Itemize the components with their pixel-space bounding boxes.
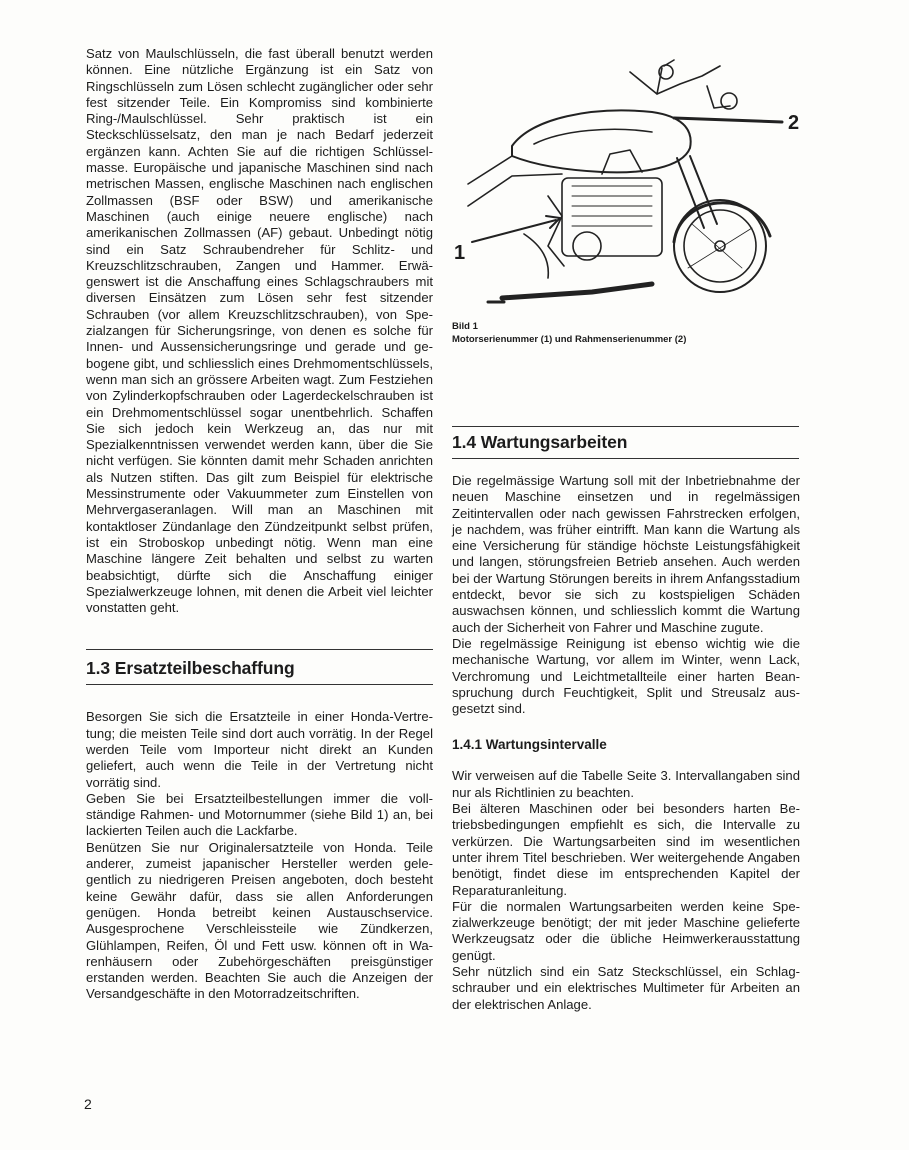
leader-line-1 [472, 220, 556, 242]
leader-line-2 [674, 118, 782, 122]
section-divider [452, 426, 799, 427]
front-fork [677, 158, 704, 228]
section-1-4-body [452, 473, 800, 717]
figure-motorcycle [452, 46, 800, 316]
paragraph: Sehr nützlich sind ein Satz Steckschlüssel, ein Schlagschrauber und ein elektrisches Multimeter für Arbeiten an der elektrischen Anlage. [452, 964, 800, 1012]
section-1-3-body [86, 709, 433, 1002]
cylinder-fins [572, 186, 652, 226]
page-number: 2 [84, 1096, 92, 1112]
fork-clamp [707, 86, 730, 108]
caption-text: Motorserienummer (1) und Rahmenserienummer (2) [452, 334, 687, 345]
frame-tube [468, 156, 562, 206]
subsection-1-4-1-body [452, 768, 800, 1012]
footrest-bracket [524, 234, 548, 278]
section-underline [452, 458, 799, 459]
paragraph: Die regelmässige Wartung soll mit der Inbetriebnahme der neuen Maschine einsetzen und in regelmässigen Zeitintervallen oder nach gewissen Fahrstrecken erfolgen, je nachdem, was früher eintrifft. Man kann die Wartung als eine Versicherung für ständige höchste Leistungsfähigkeit und langen, störungsfreien Betrieb ansehen. Auch werden bei der Wartung Störungen bereits in ihrem Anfangsstadium entdeckt, bevor sie sich zu kostspieligen Schäden auswachsen können, und schliesslich kommt die Wartung auch der Sicherheit von Fahrer und Maschine zugute. [452, 473, 800, 635]
paragraph: Benützen Sie nur Originalersatzteile von Honda. Teile anderer, zumeist japanischer Hersteller werden gelegentlich zu niedrigeren Preisen angeboten, doch besteht keine Gewähr dafür, dass sie allen Anforderungen genügen. Honda betreibt keinen Austauschservice. Ausgesprochene Verschleissteile wie Zündkerzen, Glühlampen, Reifen, Öl und Fett usw. können oft in Warenhäusern oder Zubehörgeschäften preisgünstiger erstanden werden. Beachten Sie auch die Anzeigen der Versandgeschäfte in den Motorradzeitschriften. [86, 839, 433, 1002]
tank-stripe [534, 129, 652, 144]
motorcycle-illustration [452, 46, 800, 316]
section-underline [86, 684, 433, 685]
callout-label-2: 2 [788, 112, 800, 134]
intro-paragraph: Satz von Maulschlüsseln, die fast überall benutzt werden können. Eine nützliche Ergänzung ist ein Satz von Ringschlüsseln zum Lösen schlecht zugänglicher oder sehr fest sitzender Teile. Ein Kompromiss sind kombinierte Ring-/Maulschlüssel. Sehr praktisch ist ein Steckschlüsselsatz, den man je nach Bedarf jederzeit ergänzen kann. Achten Sie auf die richtigen Schlüsselmasse. Europäische und japanische Maschinen sind nach metrischen Massen, englische Maschinen nach englischen Zollmassen (BSF oder BSW) und amerikanische Maschinen (auch einige neuere englische) nach amerikanischen Zollmassen (AF) gebaut. Unbedingt nötig sind ein Satz Schraubendreher für Schlitz- und Kreuzschlitzschrauben, Zangen und Hammer. Erwägenswert ist die Anschaffung eines Schlagschraubers mit diversen Einsätzen zum Lösen sehr fest sitzender Schrauben (vor allem Kreuzschlitzschrauben), von Spezialzangen für Sicherungsringe, von denen es solche für Innen- und Aussensicherungsringe und gerade und gebogene gibt, und schliesslich eines Drehmomentschlüssels, wenn man sich an grössere Arbeiten wagt. Zum Festziehen von Zylinderkopfschrauben oder Lagerdeckelschrauben ist ein Drehmomentschlüssel sogar unentbehrlich. Schaffen Sie sich jedoch kein Werkzeug an, das nur mit Spezialkenntnissen verwendet werden kann, über die Sie nicht verfügen. Sie könnten damit mehr Schaden anrichten als Nutzen stiften. Das gilt zum Beispiel für elektrische Messinstrumente oder Vakuummeter zum Einstellen von Mehrvergaseranlagen. Will man an Maschinen mit kontaktloser Zündanlage den Zündzeitpunkt selbst prüfen, ist ein Stroboskop unbedingt nötig. Wenn man eine Maschine längere Zeit behalten und selbst zu warten beabsichtigt, dürfte sich die Anschaffung einiger Spezialwerkzeuge lohnen, mit denen die Arbeit viel leichter vonstatten geht. [86, 46, 433, 616]
section-divider [86, 649, 433, 650]
subsection-title-1-4-1: 1.4.1 Wartungsintervalle [452, 737, 607, 753]
paragraph: Besorgen Sie sich die Ersatzteile in einer Honda-Vertretung; die meisten Teile sind dort auch vorrätig. In der Regel werden Teile vom Importeur nicht direkt an Kunden geliefert, auch wenn die Teile in der Vertretung nicht vorrätig sind. [86, 709, 433, 790]
caption-label: Bild 1 [452, 321, 478, 332]
exhaust-pipe [502, 284, 652, 298]
paragraph: Bei älteren Maschinen oder bei besonders harten Betriebsbedingungen empfiehlt es sich, die Intervalle zu verkürzen. Die Wartungsarbeiten sind im wesentlichen unter ihrem Titel beschrieben. Wer weitergehende Angaben benötigt, findet diese im entsprechenden Kapitel der Reparaturanleitung. [452, 801, 800, 898]
paragraph: Geben Sie bei Ersatzteilbestellungen immer die vollständige Rahmen- und Motornummer (siehe Bild 1) an, bei lackierten Teilen auch die Lackfarbe. [86, 790, 433, 839]
front-fender [674, 203, 770, 242]
section-title-1-4: 1.4 Wartungsarbeiten [452, 432, 628, 452]
paragraph: Wir verweisen auf die Tabelle Seite 3. Intervallangaben sind nur als Richtlinien zu beachten. [452, 768, 800, 800]
figure-caption [452, 320, 800, 346]
paragraph: Für die normalen Wartungsarbeiten werden keine Spezialwerkzeuge benötigt; der mit jeder Maschine gelieferte Werkzeugsatz oder die übliche Heimwerkerausstattung genügt. [452, 898, 800, 963]
front-rim [684, 210, 756, 282]
engine-block [562, 178, 662, 256]
paragraph: Die regelmässige Reinigung ist ebenso wichtig wie die mechanische Wartung, vor allem im Winter, wenn Lack, Verchromung und Leichtmetallteile einer harten Beanspruchung durch Feuchtigkeit, Split und Streusalz ausgesetzt sind. [452, 635, 800, 717]
right-column [452, 46, 800, 1013]
section-title-1-3: 1.3 Ersatzteilbeschaffung [86, 658, 295, 679]
left-column [86, 46, 433, 1003]
handlebar [630, 66, 720, 94]
carburetor [602, 150, 642, 174]
callout-label-1: 1 [454, 242, 466, 264]
